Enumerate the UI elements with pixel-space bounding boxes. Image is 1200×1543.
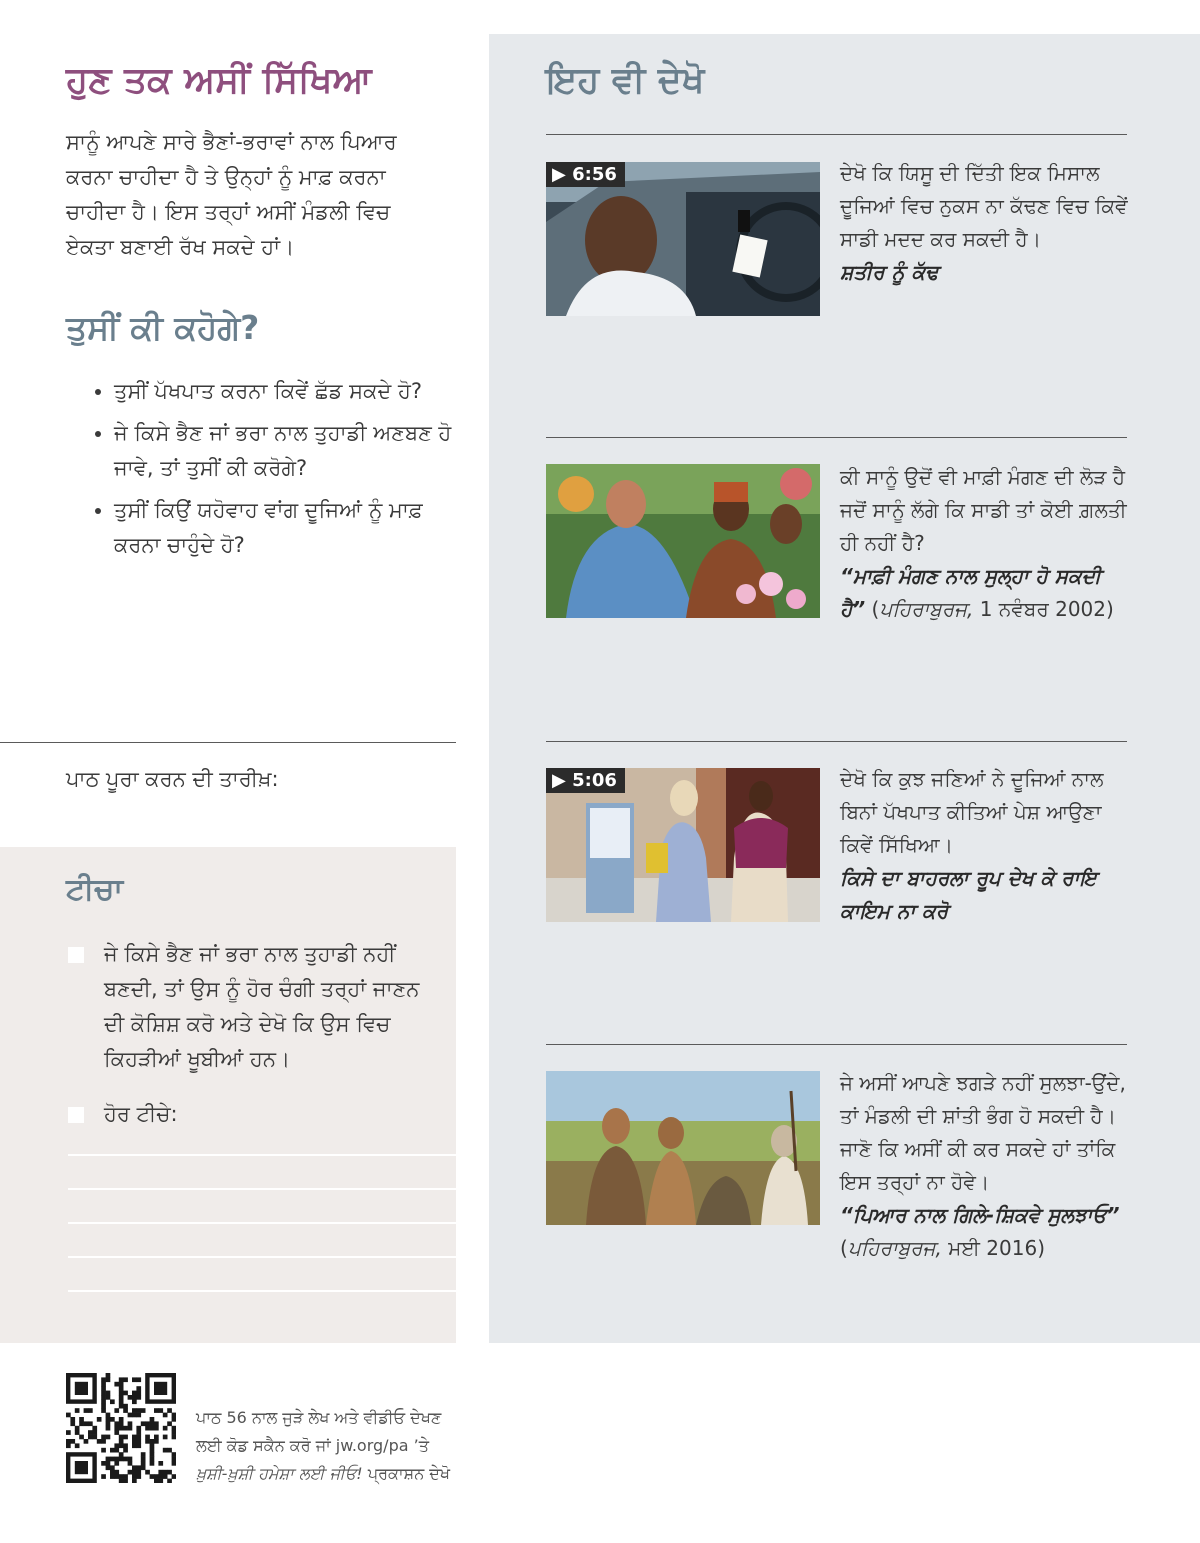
summary-title: ਹੁਣ ਤਕ ਅਸੀਂ ਸਿੱਖਿਆ	[66, 60, 372, 101]
card-divider	[546, 437, 1127, 438]
footer-line-end: ਪ੍ਰਕਾਸ਼ਨ ਦੇਖੋ	[367, 1464, 451, 1483]
card-link[interactable]: “ਮਾਫ਼ੀ ਮੰਗਣ ਨਾਲ ਸੁਲ੍ਹਾ ਹੋ ਸਕਦੀ ਹੈ”	[840, 564, 1101, 621]
question-item: • ਜੇ ਕਿਸੇ ਭੈਣ ਜਾਂ ਭਰਾ ਨਾਲ ਤੁਹਾਡੀ ਅਣਬਣ ਹੋ ਜਾਵੇ, ਤਾਂ ਤੁਸੀਂ ਕੀ ਕਰੋਗੇ?	[114, 416, 474, 486]
card-description: ਜੇ ਅਸੀਂ ਆਪਣੇ ਝਗੜੇ ਨਹੀਂ ਸੁਲਝਾ-ਉਂਦੇ, ਤਾਂ ਮੰਡਲੀ ਦੀ ਸ਼ਾਂਤੀ ਭੰਗ ਹੋ ਸਕਦੀ ਹੈ। ਜਾਣੋ ਕਿ ਅਸੀਂ ਕੀ ਕਰ ਸਕਦੇ ਹਾਂ ਤਾਂਕਿ ਇਸ ਤਰ੍ਹਾਂ ਨਾ ਹੋਵੇ।	[840, 1071, 1126, 1194]
qr-code-graphic	[66, 1373, 176, 1483]
book-title[interactable]: ਖ਼ੁਸ਼ੀ-ਖ਼ੁਸ਼ੀ ਹਮੇਸ਼ਾ ਲਈ ਜੀਓ!	[196, 1464, 363, 1483]
other-goals-label: ਹੋਰ ਟੀਚੇ:	[104, 1102, 178, 1126]
write-line[interactable]	[68, 1154, 456, 1156]
article-thumbnail[interactable]	[546, 464, 820, 618]
other-goals-checkbox[interactable]	[68, 1107, 84, 1123]
source-date: ਮਈ 2016	[948, 1236, 1038, 1260]
summary-text: ਸਾਨੂੰ ਆਪਣੇ ਸਾਰੇ ਭੈਣਾਂ-ਭਰਾਵਾਂ ਨਾਲ ਪਿਆਰ ਕਰਨਾ ਚਾਹੀਦਾ ਹੈ ਤੇ ਉਨ੍ਹਾਂ ਨੂੰ ਮਾਫ਼ ਕਰਨਾ ਚਾਹੀਦਾ ਹੈ। ਇਸ ਤਰ੍ਹਾਂ ਅਸੀਂ ਮੰਡਲੀ ਵਿਚ ਏਕਤਾ ਬਣਾਈ ਰੱਖ ਸਕਦੇ ਹਾਂ।	[66, 130, 397, 259]
goal-title: ਟੀਚਾ	[66, 872, 124, 907]
card-text	[840, 763, 1132, 928]
card-divider	[546, 741, 1127, 742]
video-duration-badge: ▶ 5:06	[546, 768, 625, 793]
source-publication: ਪਹਿਰਾਬੁਰਜ,	[847, 1236, 942, 1260]
card-link[interactable]: ਸ਼ਤੀਰ ਨੂੰ ਕੱਢ	[840, 260, 939, 284]
question-item: • ਤੁਸੀਂ ਕਿਉਂ ਯਹੋਵਾਹ ਵਾਂਗ ਦੂਜਿਆਂ ਨੂੰ ਮਾਫ਼ ਕਰਨਾ ਚਾਹੁੰਦੇ ਹੋ?	[114, 493, 474, 563]
video-thumbnail[interactable]	[546, 162, 820, 316]
card-text	[840, 461, 1132, 626]
card-link[interactable]: ਕਿਸੇ ਦਾ ਬਾਹਰਲਾ ਰੂਪ ਦੇਖ ਕੇ ਰਾਇ ਕਾਇਮ ਨਾ ਕਰੋ	[840, 866, 1097, 923]
card-source: (ਪਹਿਰਾਬੁਰਜ, 1 ਨਵੰਬਰ 2002)	[871, 597, 1114, 621]
footer-text	[196, 1404, 516, 1488]
card-description: ਦੇਖੋ ਕਿ ਯਿਸੂ ਦੀ ਦਿੱਤੀ ਇਕ ਮਿਸਾਲ ਦੂਜਿਆਂ ਵਿਚ ਨੁਕਸ ਨਾ ਕੱਢਣ ਵਿਚ ਕਿਵੇਂ ਸਾਡੀ ਮਦਦ ਕਰ ਸਕਦੀ ਹੈ।	[840, 161, 1128, 251]
footer-line: ਪਾਠ 56 ਨਾਲ ਜੁੜੇ ਲੇਖ ਅਤੇ ਵੀਡੀਓ ਦੇਖਣ	[196, 1408, 442, 1427]
card-link[interactable]: “ਪਿਆਰ ਨਾਲ ਗਿਲੇ-ਸ਼ਿਕਵੇ ਸੁਲਝਾਓ”	[840, 1203, 1120, 1227]
source-date: 1 ਨਵੰਬਰ 2002	[979, 597, 1106, 621]
goal-checkbox[interactable]	[68, 947, 84, 963]
footer-line: ਲਈ ਕੋਡ ਸਕੈਨ ਕਰੋ ਜਾਂ jw.org/pa ’ਤੇ	[196, 1436, 429, 1455]
questions-list	[88, 374, 474, 570]
card-text	[840, 157, 1132, 289]
video-thumbnail[interactable]	[546, 768, 820, 922]
card-divider	[546, 1044, 1127, 1045]
goal-panel	[0, 847, 456, 1343]
questions-title: ਤੁਸੀਂ ਕੀ ਕਹੋਗੇ?	[66, 308, 260, 347]
card-text	[840, 1067, 1132, 1265]
see-also-title: ਇਹ ਵੀ ਦੇਖੋ	[546, 60, 705, 101]
goal-item	[68, 937, 428, 1077]
other-goals-item	[68, 1097, 428, 1132]
goal-text: ਜੇ ਕਿਸੇ ਭੈਣ ਜਾਂ ਭਰਾ ਨਾਲ ਤੁਹਾਡੀ ਨਹੀਂ ਬਣਦੀ, ਤਾਂ ਉਸ ਨੂੰ ਹੋਰ ਚੰਗੀ ਤਰ੍ਹਾਂ ਜਾਣਨ ਦੀ ਕੋਸ਼ਿਸ਼ ਕਰੋ ਅਤੇ ਦੇਖੋ ਕਿ ਉਸ ਵਿਚ ਕਿਹੜੀਆਂ ਖੂਬੀਆਂ ਹਨ।	[104, 942, 420, 1071]
completion-date-label: ਪਾਠ ਪੂਰਾ ਕਰਨ ਦੀ ਤਾਰੀਖ਼:	[66, 767, 279, 791]
question-item: • ਤੁਸੀਂ ਪੱਖਪਾਤ ਕਰਨਾ ਕਿਵੇਂ ਛੱਡ ਸਕਦੇ ਹੋ?	[114, 374, 474, 409]
article-thumbnail[interactable]	[546, 1071, 820, 1225]
write-line[interactable]	[68, 1290, 456, 1292]
footer-line	[196, 1460, 516, 1488]
write-line[interactable]	[68, 1256, 456, 1258]
write-line[interactable]	[68, 1188, 456, 1190]
card-description: ਕੀ ਸਾਨੂੰ ਉਦੋਂ ਵੀ ਮਾਫ਼ੀ ਮੰਗਣ ਦੀ ਲੋੜ ਹੈ ਜਦੋਂ ਸਾਨੂੰ ਲੱਗੇ ਕਿ ਸਾਡੀ ਤਾਂ ਕੋਈ ਗ਼ਲਤੀ ਹੀ ਨਹੀਂ ਹੈ?	[840, 465, 1127, 555]
source-publication: ਪਹਿਰਾਬੁਰਜ,	[879, 597, 974, 621]
card-divider	[546, 134, 1127, 135]
card-description: ਦੇਖੋ ਕਿ ਕੁਝ ਜਣਿਆਂ ਨੇ ਦੂਜਿਆਂ ਨਾਲ ਬਿਨਾਂ ਪੱਖਪਾਤ ਕੀਤਿਆਂ ਪੇਸ਼ ਆਉਣਾ ਕਿਵੇਂ ਸਿੱਖਿਆ।	[840, 767, 1104, 857]
divider	[0, 742, 456, 743]
qr-code[interactable]	[66, 1373, 176, 1483]
card-source: (ਪਹਿਰਾਬੁਰਜ, ਮਈ 2016)	[840, 1236, 1046, 1260]
write-line[interactable]	[68, 1222, 456, 1224]
video-duration-badge: ▶ 6:56	[546, 162, 625, 187]
